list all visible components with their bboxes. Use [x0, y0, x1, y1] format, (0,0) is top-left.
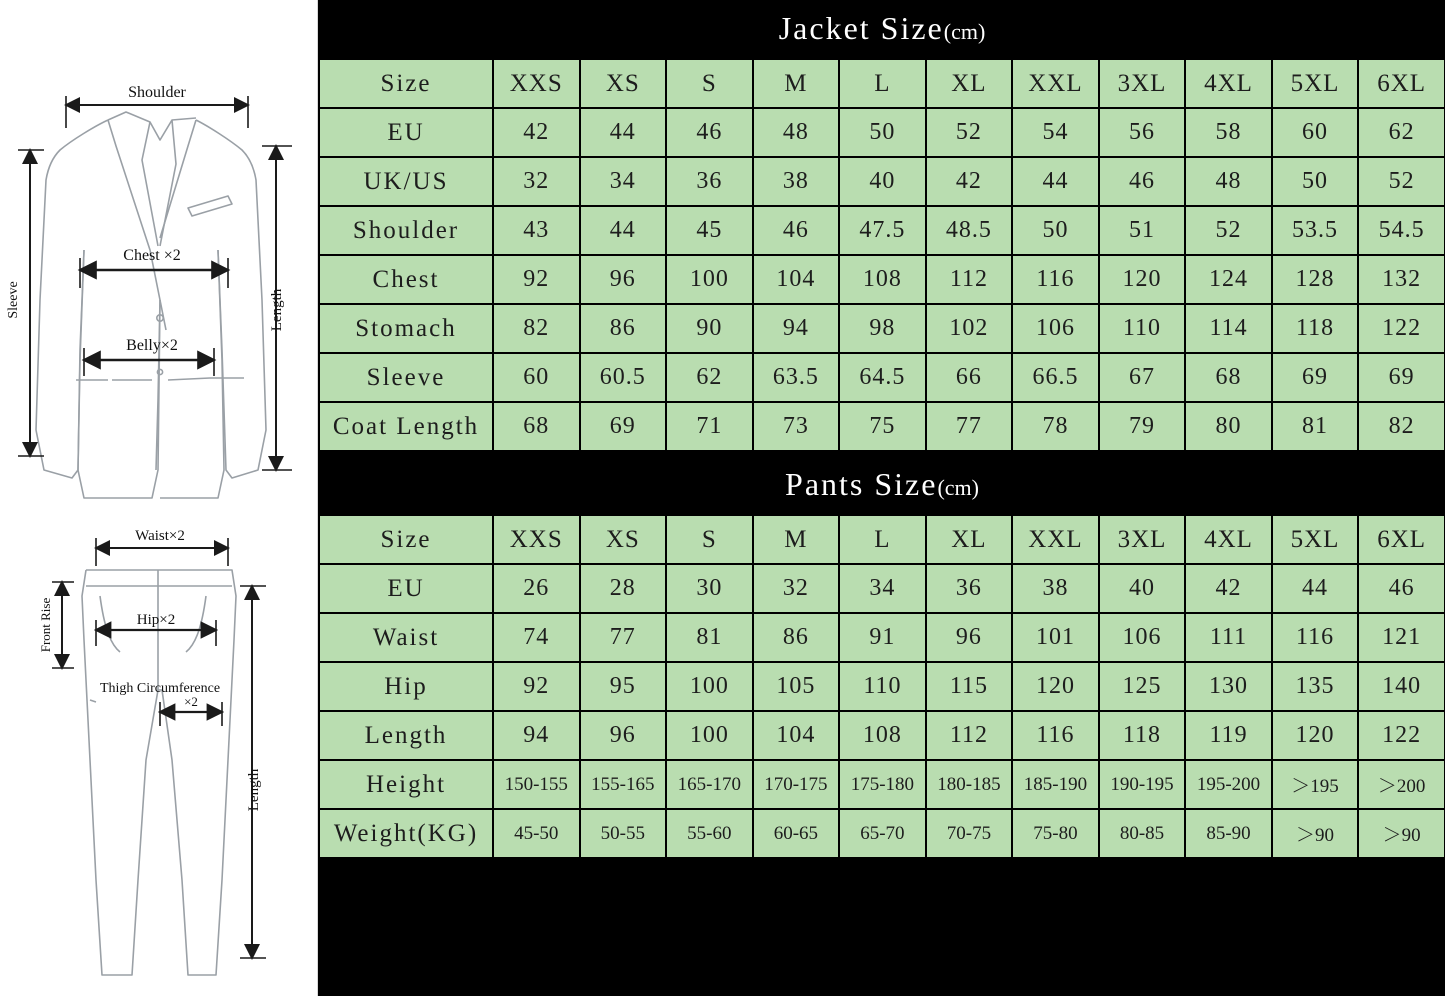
jacket-cell: 82 — [494, 305, 579, 352]
pants-header-size: Size — [320, 516, 492, 563]
jacket-cell: 51 — [1100, 207, 1185, 254]
pants-cell: 28 — [581, 565, 666, 612]
jacket-header-xxl: XXL — [1013, 60, 1098, 107]
jacket-cell: 79 — [1100, 403, 1185, 450]
pants-row-label: EU — [320, 565, 492, 612]
jacket-cell: 92 — [494, 256, 579, 303]
jacket-row-label: Stomach — [320, 305, 492, 352]
jacket-row — [320, 158, 1444, 205]
pants-cell: 122 — [1359, 712, 1444, 759]
jacket-cell: 58 — [1186, 109, 1271, 156]
jacket-row-label: Shoulder — [320, 207, 492, 254]
jacket-cell: 69 — [581, 403, 666, 450]
jacket-title-text: Jacket Size — [778, 10, 944, 46]
pants-cell: ＞200 — [1359, 761, 1444, 808]
jacket-row — [320, 305, 1444, 352]
jacket-cell: 60 — [1273, 109, 1358, 156]
jacket-cell: 46 — [1100, 158, 1185, 205]
jacket-cell: 68 — [494, 403, 579, 450]
pants-row — [320, 712, 1444, 759]
pants-cell: 150-155 — [494, 761, 579, 808]
pants-cell: 75-80 — [1013, 810, 1098, 857]
jacket-header-m: M — [754, 60, 839, 107]
jacket-cell: 69 — [1273, 354, 1358, 401]
pants-cell: 175-180 — [840, 761, 925, 808]
jacket-row — [320, 354, 1444, 401]
pants-cell: 101 — [1013, 614, 1098, 661]
jacket-cell: 90 — [667, 305, 752, 352]
jacket-cell: 47.5 — [840, 207, 925, 254]
jacket-cell: 116 — [1013, 256, 1098, 303]
pants-cell: 170-175 — [754, 761, 839, 808]
pants-header-xs: XS — [581, 516, 666, 563]
pants-header-row — [320, 516, 1444, 563]
diagram-label-front-rise: Front Rise — [38, 597, 53, 653]
pants-header-xxs: XXS — [494, 516, 579, 563]
diagram-label-thigh: Thigh Circumference — [99, 681, 221, 696]
pants-cell: 165-170 — [667, 761, 752, 808]
jacket-cell: 67 — [1100, 354, 1185, 401]
pants-size-table — [318, 514, 1445, 859]
pants-cell: 105 — [754, 663, 839, 710]
jacket-row-label: EU — [320, 109, 492, 156]
pants-cell: 106 — [1100, 614, 1185, 661]
jacket-row-label: Coat Length — [320, 403, 492, 450]
pants-title-text: Pants Size — [785, 466, 938, 502]
pants-row — [320, 663, 1444, 710]
jacket-cell: 66.5 — [1013, 354, 1098, 401]
pants-cell: 111 — [1186, 614, 1271, 661]
pants-cell: 30 — [667, 565, 752, 612]
jacket-cell: 108 — [840, 256, 925, 303]
jacket-row-label: Chest — [320, 256, 492, 303]
pants-cell: 85-90 — [1186, 810, 1271, 857]
pants-cell: 125 — [1100, 663, 1185, 710]
jacket-cell: 60 — [494, 354, 579, 401]
jacket-cell: 96 — [581, 256, 666, 303]
pants-cell: 55-60 — [667, 810, 752, 857]
jacket-row — [320, 403, 1444, 450]
jacket-cell: 80 — [1186, 403, 1271, 450]
jacket-cell: 124 — [1186, 256, 1271, 303]
pants-cell: 74 — [494, 614, 579, 661]
pants-cell: 121 — [1359, 614, 1444, 661]
jacket-cell: 54 — [1013, 109, 1098, 156]
jacket-cell: 50 — [1013, 207, 1098, 254]
jacket-cell: 104 — [754, 256, 839, 303]
jacket-cell: 94 — [754, 305, 839, 352]
jacket-cell: 66 — [927, 354, 1012, 401]
pants-cell: 116 — [1273, 614, 1358, 661]
pants-header-m: M — [754, 516, 839, 563]
pants-cell: 70-75 — [927, 810, 1012, 857]
pants-cell: 65-70 — [840, 810, 925, 857]
pants-cell: 80-85 — [1100, 810, 1185, 857]
pants-cell: 119 — [1186, 712, 1271, 759]
size-tables-panel — [318, 0, 1445, 996]
jacket-cell: 98 — [840, 305, 925, 352]
jacket-cell: 52 — [927, 109, 1012, 156]
pants-cell: 42 — [1186, 565, 1271, 612]
pants-cell: 140 — [1359, 663, 1444, 710]
jacket-row-label: Sleeve — [320, 354, 492, 401]
pants-cell: 190-195 — [1100, 761, 1185, 808]
jacket-cell: 36 — [667, 158, 752, 205]
jacket-cell: 64.5 — [840, 354, 925, 401]
pants-header-xl: XL — [927, 516, 1012, 563]
diagram-label-belly: Belly×2 — [126, 337, 178, 354]
pants-cell: 94 — [494, 712, 579, 759]
jacket-cell: 86 — [581, 305, 666, 352]
pants-title-unit: (cm) — [937, 475, 979, 500]
jacket-cell: 46 — [754, 207, 839, 254]
pants-cell: 195-200 — [1186, 761, 1271, 808]
jacket-header-xxs: XXS — [494, 60, 579, 107]
pants-cell: 50-55 — [581, 810, 666, 857]
jacket-cell: 44 — [581, 207, 666, 254]
pants-header-3xl: 3XL — [1100, 516, 1185, 563]
pants-cell: 46 — [1359, 565, 1444, 612]
jacket-cell: 81 — [1273, 403, 1358, 450]
pants-row — [320, 761, 1444, 808]
jacket-cell: 50 — [840, 109, 925, 156]
jacket-row-label: UK/US — [320, 158, 492, 205]
jacket-cell: 73 — [754, 403, 839, 450]
jacket-row — [320, 256, 1444, 303]
pants-row-label: Waist — [320, 614, 492, 661]
pants-cell: 108 — [840, 712, 925, 759]
pants-cell: 130 — [1186, 663, 1271, 710]
pants-cell: 116 — [1013, 712, 1098, 759]
jacket-cell: 48.5 — [927, 207, 1012, 254]
jacket-cell: 100 — [667, 256, 752, 303]
jacket-cell: 120 — [1100, 256, 1185, 303]
jacket-cell: 69 — [1359, 354, 1444, 401]
jacket-size-section — [318, 0, 1445, 452]
pants-header-l: L — [840, 516, 925, 563]
pants-cell: 91 — [840, 614, 925, 661]
jacket-cell: 110 — [1100, 305, 1185, 352]
jacket-header-3xl: 3XL — [1100, 60, 1185, 107]
jacket-cell: 32 — [494, 158, 579, 205]
pants-cell: ＞90 — [1273, 810, 1358, 857]
jacket-cell: 44 — [1013, 158, 1098, 205]
jacket-header-5xl: 5XL — [1273, 60, 1358, 107]
jacket-cell: 132 — [1359, 256, 1444, 303]
jacket-cell: 75 — [840, 403, 925, 450]
jacket-row — [320, 207, 1444, 254]
diagram-label-length-jacket: Length — [269, 288, 285, 332]
jacket-cell: 106 — [1013, 305, 1098, 352]
pants-cell: 118 — [1100, 712, 1185, 759]
jacket-header-xs: XS — [581, 60, 666, 107]
jacket-cell: 52 — [1359, 158, 1444, 205]
pants-cell: 38 — [1013, 565, 1098, 612]
jacket-cell: 43 — [494, 207, 579, 254]
pants-cell: ＞195 — [1273, 761, 1358, 808]
jacket-cell: 63.5 — [754, 354, 839, 401]
pants-cell: 120 — [1273, 712, 1358, 759]
diagram-label-chest: Chest ×2 — [123, 247, 181, 264]
jacket-row — [320, 109, 1444, 156]
jacket-cell: 44 — [581, 109, 666, 156]
jacket-size-table — [318, 58, 1445, 452]
garment-diagram-panel — [0, 0, 318, 996]
pants-header-6xl: 6XL — [1359, 516, 1444, 563]
jacket-cell: 102 — [927, 305, 1012, 352]
pants-header-5xl: 5XL — [1273, 516, 1358, 563]
pants-row-label: Length — [320, 712, 492, 759]
pants-cell: 36 — [927, 565, 1012, 612]
jacket-cell: 71 — [667, 403, 752, 450]
jacket-header-row — [320, 60, 1444, 107]
pants-cell: 96 — [581, 712, 666, 759]
pants-cell: 32 — [754, 565, 839, 612]
jacket-cell: 54.5 — [1359, 207, 1444, 254]
diagram-label-hip: Hip×2 — [136, 612, 176, 628]
garment-diagrams-svg — [0, 0, 317, 996]
pants-table-title — [318, 456, 1445, 514]
pants-header-s: S — [667, 516, 752, 563]
jacket-cell: 56 — [1100, 109, 1185, 156]
pants-cell: 110 — [840, 663, 925, 710]
pants-row-label: Weight(KG) — [320, 810, 492, 857]
pants-cell: 81 — [667, 614, 752, 661]
jacket-cell: 68 — [1186, 354, 1271, 401]
pants-header-xxl: XXL — [1013, 516, 1098, 563]
pants-cell: 104 — [754, 712, 839, 759]
pants-cell: 155-165 — [581, 761, 666, 808]
pants-cell: 45-50 — [494, 810, 579, 857]
pants-cell: 100 — [667, 712, 752, 759]
pants-cell: 92 — [494, 663, 579, 710]
diagram-label-length-pants: Length — [246, 768, 262, 812]
pants-cell: 100 — [667, 663, 752, 710]
jacket-cell: 52 — [1186, 207, 1271, 254]
pants-header-4xl: 4XL — [1186, 516, 1271, 563]
jacket-cell: 40 — [840, 158, 925, 205]
jacket-table-title — [318, 0, 1445, 58]
jacket-cell: 78 — [1013, 403, 1098, 450]
jacket-cell: 53.5 — [1273, 207, 1358, 254]
diagram-label-thigh-multiplier: ×2 — [184, 694, 198, 709]
jacket-header-6xl: 6XL — [1359, 60, 1444, 107]
pants-cell: 40 — [1100, 565, 1185, 612]
jacket-header-size: Size — [320, 60, 492, 107]
pants-cell: 34 — [840, 565, 925, 612]
jacket-cell: 114 — [1186, 305, 1271, 352]
diagram-label-shoulder: Shoulder — [128, 84, 186, 101]
jacket-cell: 46 — [667, 109, 752, 156]
jacket-cell: 48 — [1186, 158, 1271, 205]
pants-row — [320, 614, 1444, 661]
pants-row-label: Height — [320, 761, 492, 808]
jacket-cell: 112 — [927, 256, 1012, 303]
jacket-cell: 77 — [927, 403, 1012, 450]
jacket-cell: 82 — [1359, 403, 1444, 450]
jacket-cell: 48 — [754, 109, 839, 156]
pants-row-label: Hip — [320, 663, 492, 710]
jacket-header-l: L — [840, 60, 925, 107]
pants-size-section — [318, 456, 1445, 859]
jacket-cell: 128 — [1273, 256, 1358, 303]
jacket-cell: 122 — [1359, 305, 1444, 352]
pants-cell: 185-190 — [1013, 761, 1098, 808]
pants-cell: 120 — [1013, 663, 1098, 710]
jacket-header-s: S — [667, 60, 752, 107]
pants-cell: 112 — [927, 712, 1012, 759]
jacket-header-4xl: 4XL — [1186, 60, 1271, 107]
jacket-title-unit: (cm) — [943, 19, 986, 44]
jacket-cell: 62 — [1359, 109, 1444, 156]
pants-cell: 180-185 — [927, 761, 1012, 808]
jacket-header-xl: XL — [927, 60, 1012, 107]
jacket-cell: 62 — [667, 354, 752, 401]
pants-cell: 86 — [754, 614, 839, 661]
jacket-cell: 60.5 — [581, 354, 666, 401]
pants-row — [320, 565, 1444, 612]
jacket-cell: 34 — [581, 158, 666, 205]
diagram-label-sleeve: Sleeve — [6, 281, 21, 319]
jacket-cell: 45 — [667, 207, 752, 254]
pants-cell: 26 — [494, 565, 579, 612]
jacket-cell: 38 — [754, 158, 839, 205]
jacket-cell: 42 — [494, 109, 579, 156]
pants-cell: 77 — [581, 614, 666, 661]
pants-cell: ＞90 — [1359, 810, 1444, 857]
pants-cell: 95 — [581, 663, 666, 710]
jacket-cell: 42 — [927, 158, 1012, 205]
pants-row — [320, 810, 1444, 857]
pants-cell: 60-65 — [754, 810, 839, 857]
pants-cell: 115 — [927, 663, 1012, 710]
diagram-label-waist: Waist×2 — [135, 528, 185, 544]
pants-cell: 44 — [1273, 565, 1358, 612]
pants-cell: 135 — [1273, 663, 1358, 710]
jacket-cell: 118 — [1273, 305, 1358, 352]
pants-cell: 96 — [927, 614, 1012, 661]
jacket-cell: 50 — [1273, 158, 1358, 205]
